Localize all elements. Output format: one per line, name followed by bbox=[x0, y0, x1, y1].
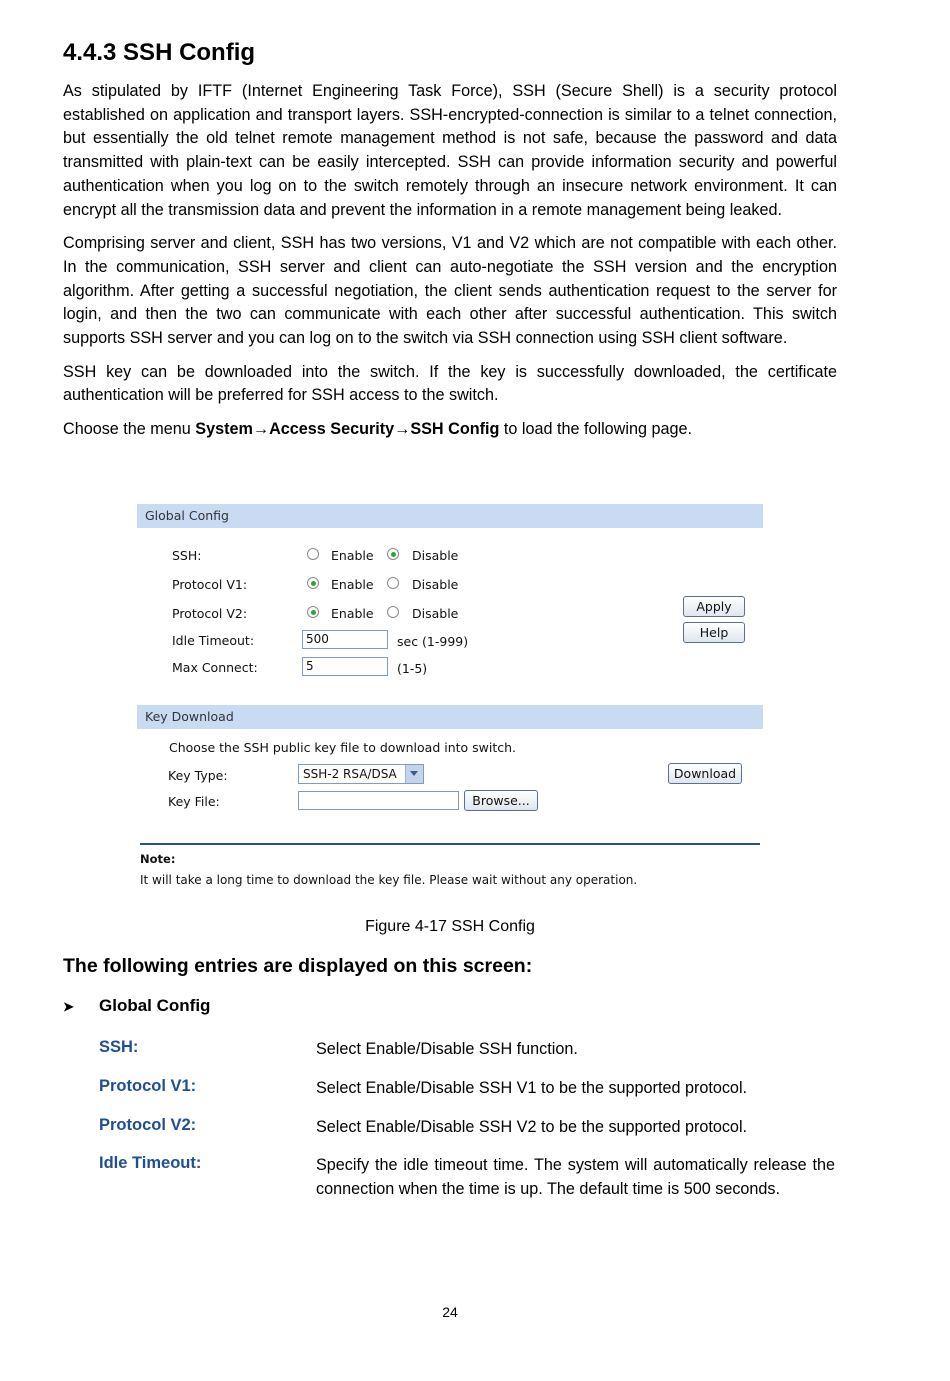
term-ssh: SSH: bbox=[99, 1038, 139, 1056]
key-type-label: Key Type: bbox=[168, 768, 228, 783]
menu-path: System→Access Security→SSH Config bbox=[195, 420, 500, 439]
intro-paragraph: As stipulated by IFTF (Internet Engineering Task Force), SSH (Secure Shell) is a security protocol established on application and transport layers. SSH-encrypted-connection is similar to a telnet connection, but essentially the old telnet remote management method is not safe, because the password and data transmitted with plain-text can be easily intercepted. SSH can provide information security and powerful authentication when you log on to the switch remotely through an insecure network environment. It can encrypt all the transmission data and prevent the information in a remote management being leaked. bbox=[63, 82, 837, 219]
idle-timeout-label: Idle Timeout: bbox=[172, 633, 255, 648]
v2-enable-label: Enable bbox=[331, 606, 374, 621]
term-protocol-v1: Protocol V1: bbox=[99, 1077, 197, 1095]
idle-timeout-input[interactable]: 500 bbox=[302, 630, 388, 649]
versions-paragraph: Comprising server and client, SSH has two versions, V1 and V2 which are not compatible with each other. In the communication, SSH server and client can auto-negotiate the SSH version and the encryption algorithm. After getting a successful negotiation, the client sends authentication request to the server for login, and then the two can communicate with each other after successful authentication. This switch supports SSH server and you can log on to the switch via SSH connection using SSH client software. bbox=[63, 234, 837, 348]
key-download-header: Key Download bbox=[137, 705, 763, 729]
term-protocol-v2: Protocol V2: bbox=[99, 1116, 197, 1134]
max-connect-input[interactable]: 5 bbox=[302, 657, 388, 676]
section-heading: 4.4.3 SSH Config bbox=[63, 39, 256, 66]
v1-enable-radio[interactable] bbox=[307, 577, 319, 589]
max-connect-hint: (1-5) bbox=[397, 661, 428, 676]
desc-ssh: Select Enable/Disable SSH function. bbox=[316, 1040, 578, 1058]
bullet-global-config: ➤ Global Config bbox=[63, 996, 211, 1015]
chevron-down-icon bbox=[405, 765, 423, 783]
note-title: Note: bbox=[140, 852, 176, 866]
v2-disable-radio[interactable] bbox=[387, 606, 399, 618]
protocol-v1-label: Protocol V1: bbox=[172, 577, 248, 592]
v1-enable-label: Enable bbox=[331, 577, 374, 592]
max-connect-label: Max Connect: bbox=[172, 660, 258, 675]
protocol-v2-label: Protocol V2: bbox=[172, 606, 248, 621]
entries-heading: The following entries are displayed on this screen: bbox=[63, 955, 533, 977]
help-button[interactable]: Help bbox=[683, 622, 745, 643]
apply-button[interactable]: Apply bbox=[683, 596, 745, 617]
note-divider bbox=[140, 843, 760, 845]
ssh-config-screenshot bbox=[137, 504, 763, 902]
ssh-disable-label: Disable bbox=[412, 548, 459, 563]
v2-enable-radio[interactable] bbox=[307, 606, 319, 618]
browse-button[interactable]: Browse... bbox=[464, 790, 538, 811]
ssh-label: SSH: bbox=[172, 548, 202, 563]
note-text: It will take a long time to download the key file. Please wait without any operation. bbox=[140, 873, 638, 887]
key-download-instruction: Choose the SSH public key file to download into switch. bbox=[169, 740, 517, 755]
term-idle-timeout: Idle Timeout: bbox=[99, 1154, 202, 1172]
page-number: 24 bbox=[442, 1304, 458, 1320]
document-body bbox=[63, 36, 837, 452]
idle-timeout-hint: sec (1-999) bbox=[397, 634, 469, 649]
desc-protocol-v2: Select Enable/Disable SSH V2 to be the supported protocol. bbox=[316, 1118, 748, 1136]
v1-disable-radio[interactable] bbox=[387, 577, 399, 589]
key-type-select[interactable]: SSH-2 RSA/DSA bbox=[298, 764, 424, 784]
v1-disable-label: Disable bbox=[412, 577, 459, 592]
key-file-input[interactable] bbox=[298, 791, 459, 810]
desc-protocol-v1: Select Enable/Disable SSH V1 to be the supported protocol. bbox=[316, 1079, 748, 1097]
bullet-arrow-icon: ➤ bbox=[63, 999, 74, 1014]
download-button[interactable]: Download bbox=[668, 763, 742, 784]
figure-caption: Figure 4-17 SSH Config bbox=[365, 918, 535, 935]
ssh-enable-radio[interactable] bbox=[307, 548, 319, 560]
key-file-label: Key File: bbox=[168, 794, 220, 809]
ssh-enable-label: Enable bbox=[331, 548, 374, 563]
ssh-disable-radio[interactable] bbox=[387, 548, 399, 560]
menu-instruction: Choose the menu System→Access Security→SSH Config to load the following page. bbox=[63, 420, 692, 439]
global-config-header: Global Config bbox=[137, 504, 763, 528]
desc-idle-timeout: Specify the idle timeout time. The system will automatically release the connection when the time is up. The default time is 500 seconds. bbox=[316, 1156, 835, 1198]
key-paragraph: SSH key can be downloaded into the switch. If the key is successfully downloaded, the certificate authentication will be preferred for SSH access to the switch. bbox=[63, 362, 837, 405]
v2-disable-label: Disable bbox=[412, 606, 459, 621]
